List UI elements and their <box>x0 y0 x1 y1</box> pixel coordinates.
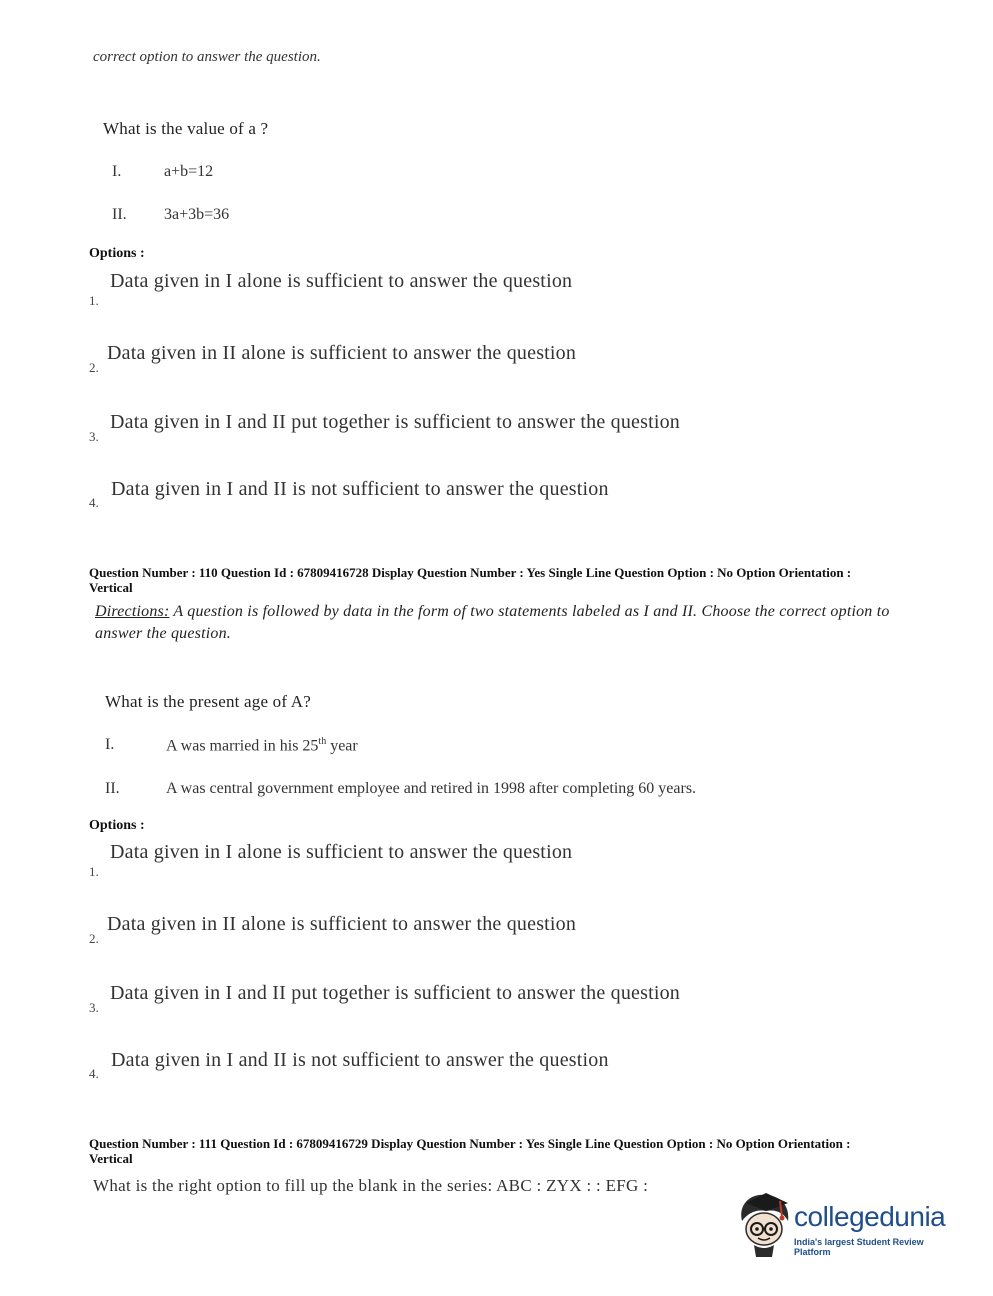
collegedunia-logo <box>736 1191 962 1261</box>
collegedunia-tagline: India's largest Student Review Platform <box>794 1237 924 1257</box>
q110-directions <box>95 601 895 645</box>
q109-option-4-num: 4. <box>89 495 99 510</box>
q110-statement-1-text: A was married in his 25th year <box>166 736 358 755</box>
q110-statement-2-text: A was central government employee and retired in 1998 after completing 60 years. <box>166 780 697 797</box>
q110-options-label: Options : <box>89 818 145 833</box>
q110-option-3-num: 3. <box>89 1000 99 1015</box>
q109-option-4-text: Data given in I and II is not sufficient to answer the question <box>111 478 609 500</box>
collegedunia-wordmark: collegedunia <box>794 1201 946 1232</box>
q109-options-label: Options : <box>89 246 145 261</box>
q110-option-1-num: 1. <box>89 864 99 879</box>
q110-statement-1-num: I. <box>105 736 115 753</box>
q110-option-1-text: Data given in I alone is sufficient to answer the question <box>110 841 573 863</box>
q109-option-3-text: Data given in I and II put together is sufficient to answer the question <box>110 411 680 433</box>
q109-option-1-text: Data given in I alone is sufficient to answer the question <box>110 270 573 292</box>
q109-option-3-num: 3. <box>89 429 99 444</box>
q110-option-2-num: 2. <box>89 931 99 946</box>
q109-statement-2-text: 3a+3b=36 <box>164 206 230 223</box>
q110-directions-text: A question is followed by data in the form of two statements labeled as I and II. Choose the correct option to answer the question. <box>95 603 890 642</box>
q109-option-2-num: 2. <box>89 360 99 375</box>
cut-off-previous-text: correct option to answer the question. <box>93 49 321 65</box>
mascot-icon <box>736 1191 794 1261</box>
q111-cut-text: What is the right option to fill up the blank in the series: ABC : ZYX : : EFG : <box>93 1176 649 1195</box>
q110-option-4-num: 4. <box>89 1066 99 1081</box>
q109-statement-1-num: I. <box>112 163 122 180</box>
q110-option-3-text: Data given in I and II put together is sufficient to answer the question <box>110 982 680 1004</box>
q110-option-4-text: Data given in I and II is not sufficient to answer the question <box>111 1049 609 1071</box>
q111-meta: Question Number : 111 Question Id : 67809416729 Display Question Number : Yes Single Line Question Option : No Option Orientation : Vertical <box>89 1136 851 1166</box>
q110-directions-label: Directions: <box>95 603 170 620</box>
q110-statement-2-num: II. <box>105 780 120 797</box>
q109-option-2-text: Data given in II alone is sufficient to answer the question <box>107 342 577 364</box>
q109-statement-2-num: II. <box>112 206 127 223</box>
q109-question: What is the value of a ? <box>103 119 269 138</box>
q109-statement-1-text: a+b=12 <box>164 163 214 180</box>
q110-question: What is the present age of A? <box>105 692 311 711</box>
q110-option-2-text: Data given in II alone is sufficient to answer the question <box>107 913 577 935</box>
q109-option-1-num: 1. <box>89 293 99 308</box>
q110-meta: Question Number : 110 Question Id : 67809416728 Display Question Number : Yes Single Line Question Option : No Option Orientation : Vertical <box>89 565 852 595</box>
